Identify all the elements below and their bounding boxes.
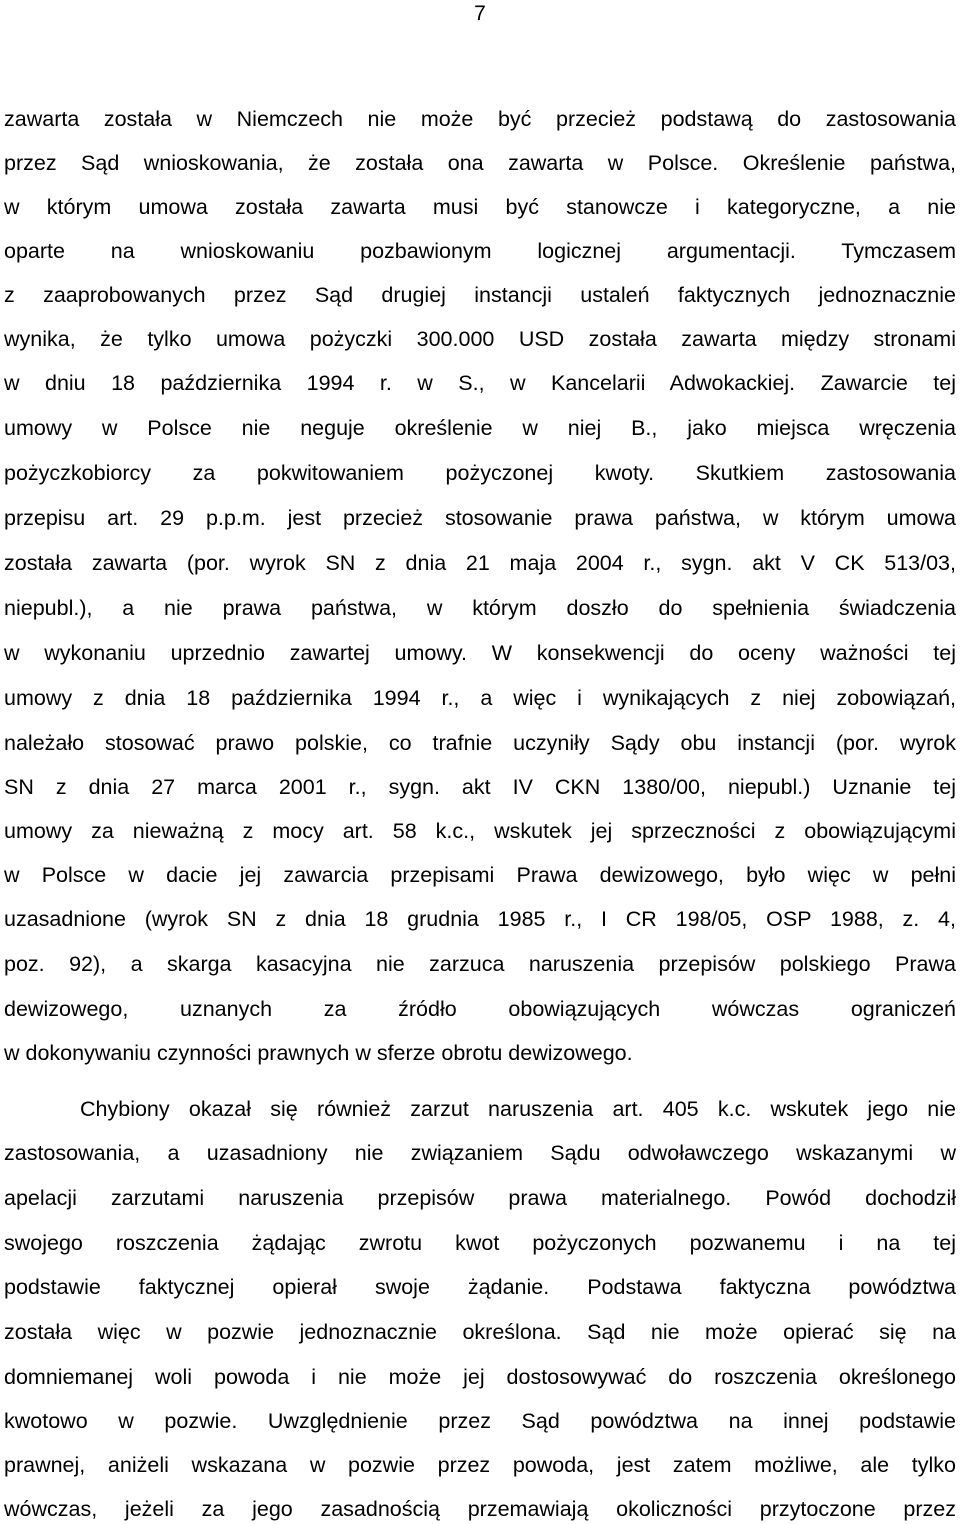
text-line: apelacji zarzutami naruszenia przepisów prawa materialnego. Powód dochodził bbox=[4, 1186, 956, 1210]
text-line: oparte na wnioskowaniu pozbawionym logicznej argumentacji. Tymczasem bbox=[4, 239, 956, 263]
text-line: umowy w Polsce nie neguje określenie w niej B., jako miejsca wręczenia bbox=[4, 416, 956, 440]
text-line: w dniu 18 października 1994 r. w S., w Kancelarii Adwokackiej. Zawarcie tej bbox=[4, 371, 956, 395]
text-line: została więc w pozwie jednoznacznie określona. Sąd nie może opierać się na bbox=[4, 1320, 956, 1344]
page-number: 7 bbox=[474, 2, 486, 25]
text-line: z zaaprobowanych przez Sąd drugiej instancji ustaleń faktycznych jednoznacznie bbox=[4, 283, 956, 307]
text-line: przez Sąd wnioskowania, że została ona zawarta w Polsce. Określenie państwa, bbox=[4, 151, 956, 175]
text-line: zawarta została w Niemczech nie może być przecież podstawą do zastosowania bbox=[4, 107, 956, 131]
text-line: w dokonywaniu czynności prawnych w sferze obrotu dewizowego. bbox=[4, 1041, 633, 1065]
text-line: umowy z dnia 18 października 1994 r., a więc i wynikających z niej zobowiązań, bbox=[4, 686, 956, 710]
text-line: domniemanej woli powoda i nie może jej dostosowywać do roszczenia określonego bbox=[4, 1365, 956, 1389]
text-line: prawnej, aniżeli wskazana w pozwie przez powoda, jest zatem możliwe, ale tylko bbox=[4, 1453, 956, 1477]
text-line: wynika, że tylko umowa pożyczki 300.000 USD została zawarta między stronami bbox=[4, 327, 956, 351]
text-line: dewizowego, uznanych za źródło obowiązujących wówczas ograniczeń bbox=[4, 997, 956, 1021]
text-line: przepisu art. 29 p.p.m. jest przecież stosowanie prawa państwa, w którym umowa bbox=[4, 506, 956, 530]
text-line: niepubl.), a nie prawa państwa, w którym doszło do spełnienia świadczenia bbox=[4, 596, 956, 620]
text-line: umowy za nieważną z mocy art. 58 k.c., wskutek jej sprzeczności z obowiązującymi bbox=[4, 819, 956, 843]
text-line: pożyczkobiorcy za pokwitowaniem pożyczonej kwoty. Skutkiem zastosowania bbox=[4, 461, 956, 485]
text-line: należało stosować prawo polskie, co trafnie uczyniły Sądy obu instancji (por. wyrok bbox=[4, 731, 956, 755]
text-line: została zawarta (por. wyrok SN z dnia 21 maja 2004 r., sygn. akt V CK 513/03, bbox=[4, 551, 956, 575]
text-line: poz. 92), a skarga kasacyjna nie zarzuca naruszenia przepisów polskiego Prawa bbox=[4, 952, 956, 976]
text-line: Chybiony okazał się również zarzut naruszenia art. 405 k.c. wskutek jego nie bbox=[80, 1097, 956, 1121]
text-line: zastosowania, a uzasadniony nie związaniem Sądu odwoławczego wskazanymi w bbox=[4, 1141, 956, 1165]
text-line: w wykonaniu uprzednio zawartej umowy. W konsekwencji do oceny ważności tej bbox=[4, 641, 956, 665]
text-line: uzasadnione (wyrok SN z dnia 18 grudnia 1985 r., I CR 198/05, OSP 1988, z. 4, bbox=[4, 907, 956, 931]
text-line: SN z dnia 27 marca 2001 r., sygn. akt IV CKN 1380/00, niepubl.) Uznanie tej bbox=[4, 775, 956, 799]
text-line: swojego roszczenia żądając zwrotu kwot pożyczonych pozwanemu i na tej bbox=[4, 1231, 956, 1255]
text-line: wówczas, jeżeli za jego zasadnością przemawiają okoliczności przytoczone przez bbox=[4, 1497, 956, 1521]
text-line: kwotowo w pozwie. Uwzględnienie przez Sąd powództwa na innej podstawie bbox=[4, 1409, 956, 1433]
text-line: w Polsce w dacie jej zawarcia przepisami Prawa dewizowego, było więc w pełni bbox=[4, 863, 956, 887]
text-line: podstawie faktycznej opierał swoje żądanie. Podstawa faktyczna powództwa bbox=[4, 1275, 956, 1299]
text-line: w którym umowa została zawarta musi być stanowcze i kategoryczne, a nie bbox=[4, 195, 956, 219]
